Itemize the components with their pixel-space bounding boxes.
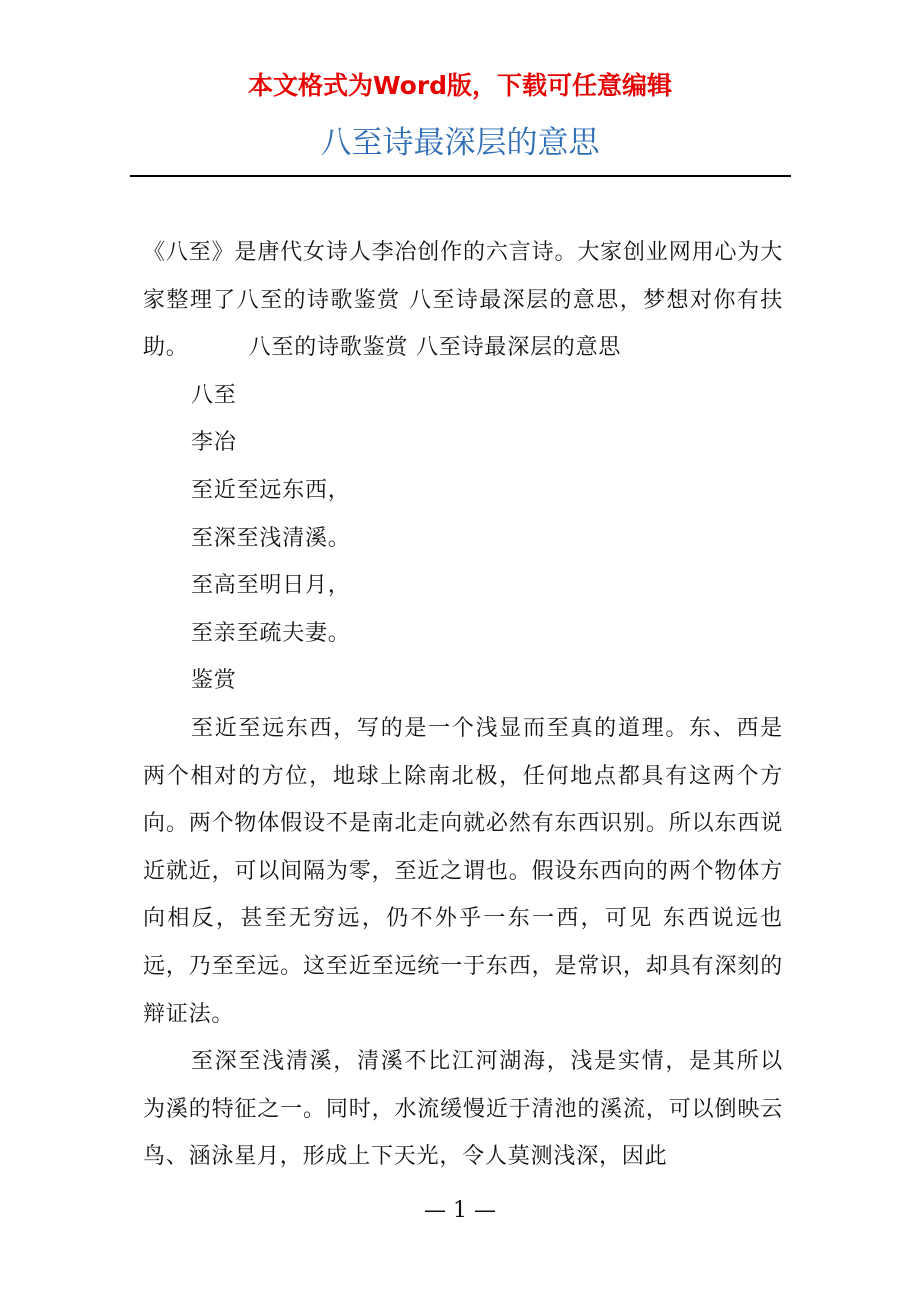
section-heading: 鉴赏 <box>191 668 237 694</box>
poem-line: 至亲至疏夫妻。 <box>191 620 351 646</box>
document-title: 八至诗最深层的意思 <box>320 125 600 161</box>
document-body <box>143 229 783 1181</box>
download-banner: 本文格式为Word版，下载可任意编辑 <box>247 71 673 100</box>
intro-text: 《八至》是唐代女诗人李冶创作的六言诗。大家创业网用心为大家整理了八至的诗歌鉴赏 八至诗最深层的意思，梦想对你有扶助。 <box>143 240 783 361</box>
page-number: — 1 — <box>424 1198 496 1223</box>
poem-title: 八至 <box>191 382 237 408</box>
poem-line: 至近至远东西， <box>191 477 351 503</box>
intro-paragraph <box>143 229 783 372</box>
poem-line: 至高至明日月， <box>191 573 351 599</box>
poem-author: 李冶 <box>191 430 237 456</box>
intro-subtitle: 八至的诗歌鉴赏 八至诗最深层的意思 <box>248 335 622 361</box>
title-divider <box>130 175 791 177</box>
body-paragraph: 至深至浅清溪，清溪不比江河湖海，浅是实情，是其所以为溪的特征之一。同时，水流缓慢近于清池的溪流，可以倒映云鸟、涵泳星月，形成上下天光，令人莫测浅深，因此 <box>143 1049 783 1170</box>
body-paragraph: 至近至远东西，写的是一个浅显而至真的道理。东、西是两个相对的方位，地球上除南北极，任何地点都具有这两个方向。两个物体假设不是南北走向就必然有东西识别。所以东西说近就近，可以间隔为零，至近之谓也。假设东西向的两个物体方向相反，甚至无穷远，仍不外乎一东一西，可见 东西说远也远，乃至至远。这至近至远统一于东西，是常识，却具有深刻的辩证法。 <box>143 715 783 1027</box>
poem-line: 至深至浅清溪。 <box>191 525 351 551</box>
